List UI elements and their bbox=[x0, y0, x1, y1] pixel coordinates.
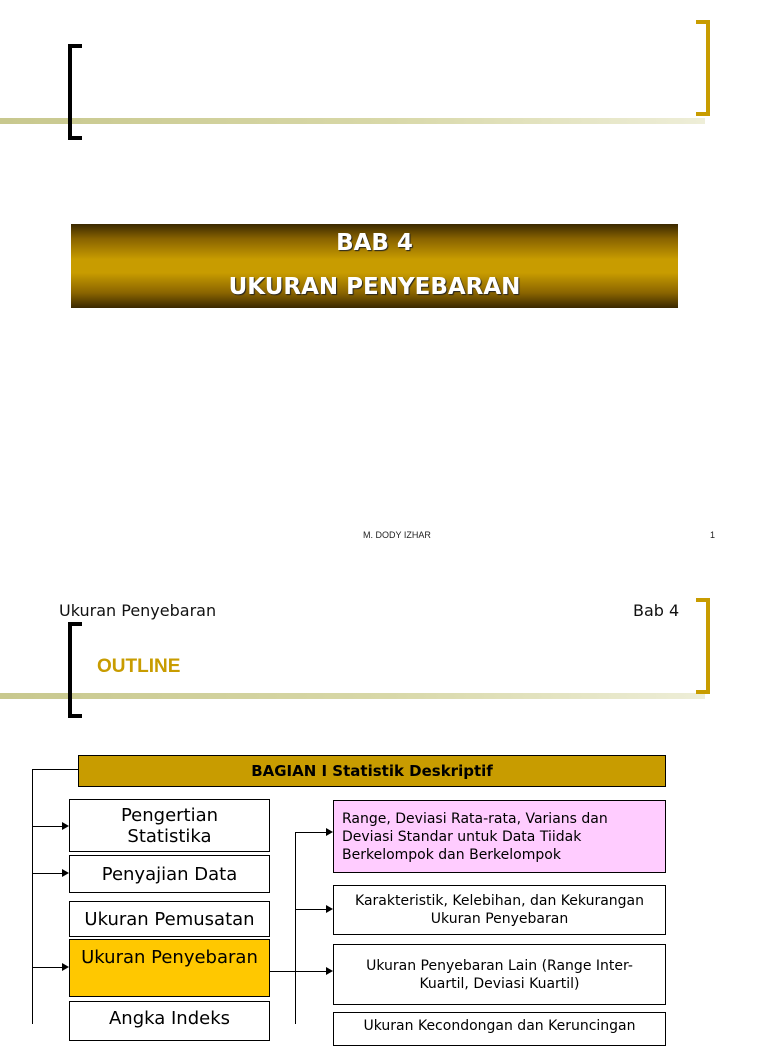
connector-line bbox=[270, 971, 327, 972]
connector-line bbox=[295, 832, 327, 833]
outline-item-pemusatan bbox=[69, 901, 270, 937]
left-bracket bbox=[68, 44, 82, 140]
page-number: 1 bbox=[710, 530, 716, 540]
arrow-head bbox=[62, 963, 69, 971]
connector-line bbox=[32, 873, 63, 874]
connector-line bbox=[32, 826, 63, 827]
outline-item-label: Penyajian Data bbox=[101, 863, 238, 885]
outline-item-pengertian bbox=[69, 799, 270, 852]
section-banner-text: BAGIAN I Statistik Deskriptif bbox=[251, 762, 493, 780]
outline-item-indeks bbox=[69, 1001, 270, 1041]
outline-item-label: Angka Indeks bbox=[108, 1008, 231, 1029]
topic-label: Range, Deviasi Rata-rata, Varians dan Deviasi Standar untuk Data Tiidak Berkelompok dan Berkelompok bbox=[342, 810, 608, 863]
arrow-head bbox=[326, 828, 333, 836]
right-bracket bbox=[696, 598, 710, 694]
connector-line bbox=[295, 909, 327, 910]
topic-label: Ukuran Kecondongan dan Keruncingan bbox=[363, 1018, 636, 1034]
outline-item-label: Ukuran Penyebaran bbox=[81, 947, 258, 968]
title-band bbox=[71, 224, 678, 308]
footer-author: M. DODY IZHAR bbox=[363, 530, 431, 540]
slide-title-line1: BAB 4 bbox=[336, 230, 413, 256]
topic-kecondongan bbox=[333, 1012, 666, 1046]
topic-karakteristik bbox=[333, 885, 666, 935]
connector-line bbox=[32, 967, 63, 968]
outline-item-label: Ukuran Pemusatan bbox=[84, 908, 255, 930]
connector-line bbox=[295, 832, 296, 1024]
arrow-head bbox=[62, 822, 69, 830]
header-rule bbox=[0, 693, 705, 699]
arrow-head bbox=[326, 905, 333, 913]
outline-item-penyebaran bbox=[69, 939, 270, 997]
right-bracket bbox=[696, 20, 710, 116]
outline-item-label: Pengertian Statistika bbox=[120, 804, 219, 847]
topic-label: Karakteristik, Kelebihan, dan Kekurangan Ukuran Penyebaran bbox=[355, 893, 644, 927]
topic-label: Ukuran Penyebaran Lain (Range Inter-Kuartil, Deviasi Kuartil) bbox=[366, 957, 633, 992]
connector-line bbox=[32, 769, 33, 1024]
outline-label: OUTLINE bbox=[97, 656, 181, 677]
outline-item-penyajian bbox=[69, 855, 270, 893]
topic-range-deviasi bbox=[333, 800, 666, 873]
section-banner bbox=[78, 755, 666, 787]
topic-penyebaran-lain bbox=[333, 944, 666, 1005]
connector-line bbox=[32, 769, 78, 770]
chapter-header: Bab 4 bbox=[633, 601, 680, 620]
outline-slide bbox=[0, 560, 768, 1034]
section-header: Ukuran Penyebaran bbox=[59, 601, 217, 620]
arrow-head bbox=[62, 869, 69, 877]
header-rule bbox=[0, 118, 705, 124]
left-bracket bbox=[68, 622, 82, 718]
arrow-head bbox=[326, 967, 333, 975]
slide-title-line2: UKURAN PENYEBARAN bbox=[228, 274, 521, 300]
